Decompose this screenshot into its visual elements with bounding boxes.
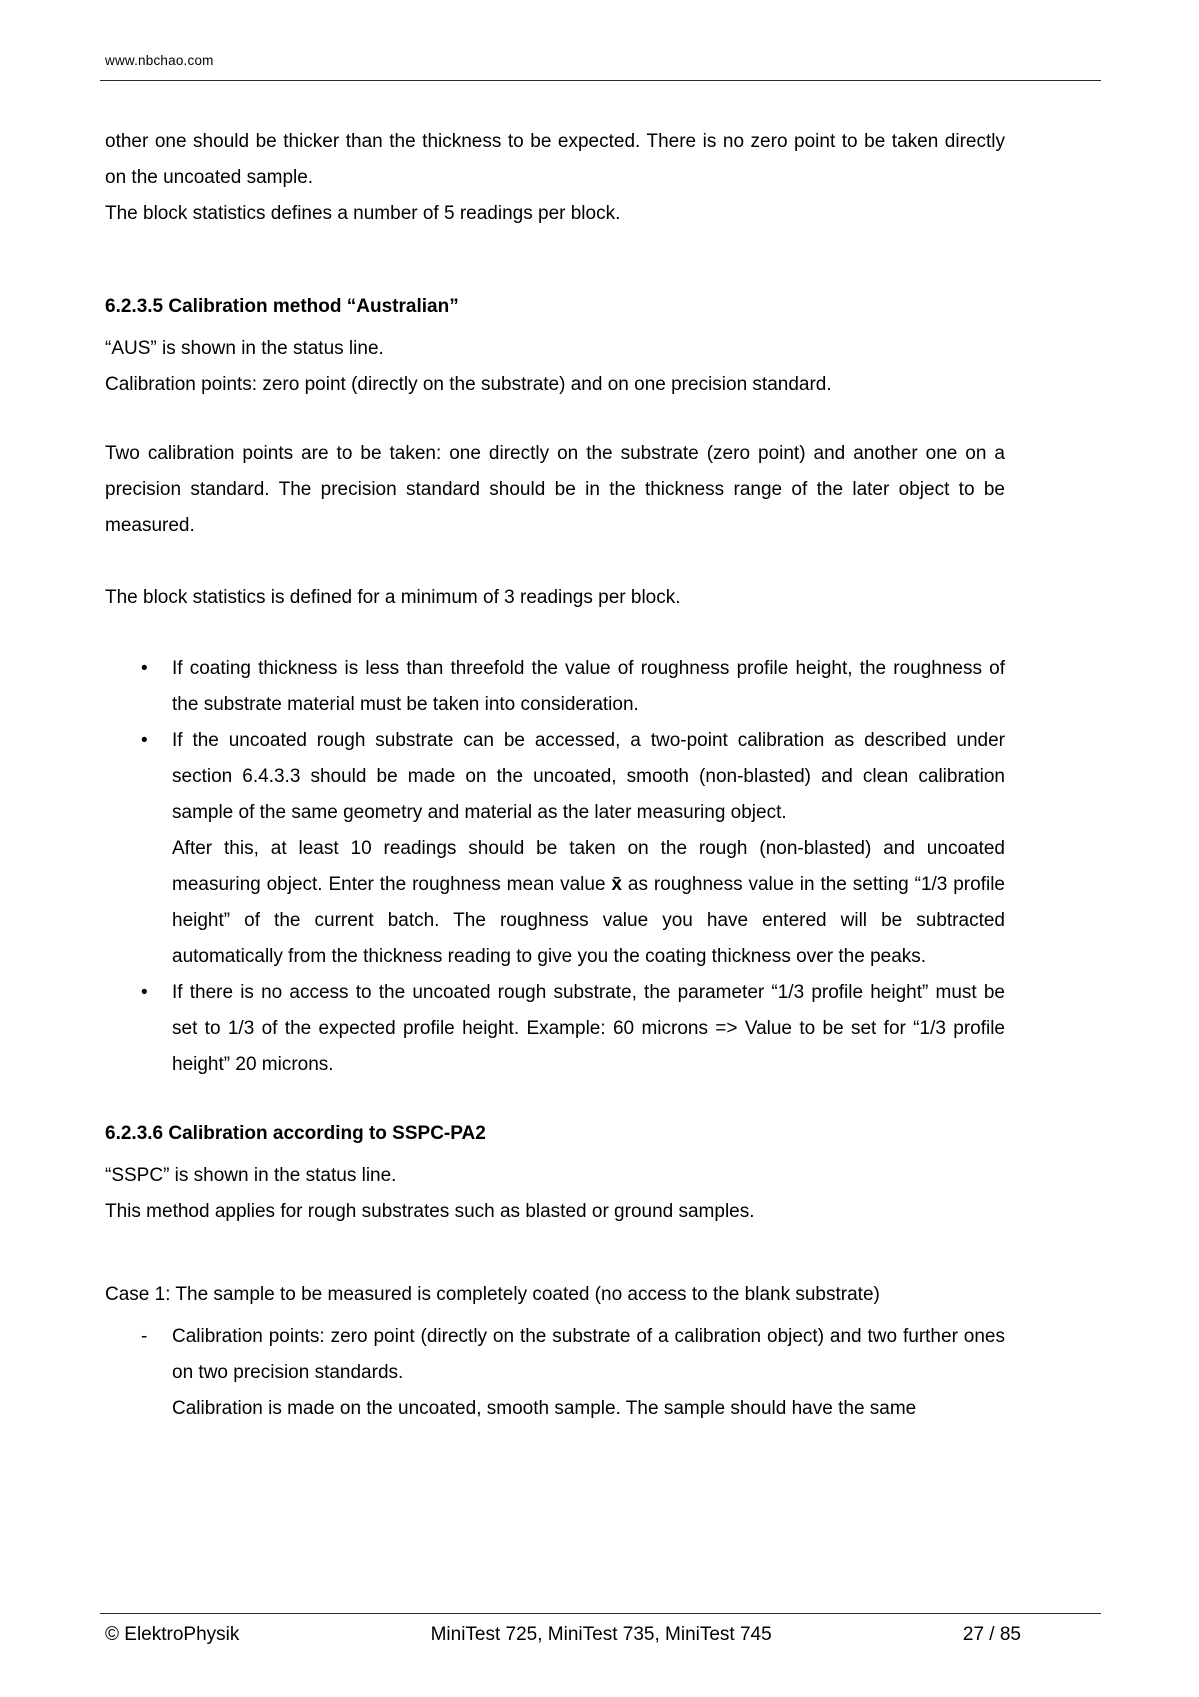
section-heading-6235: 6.2.3.5 Calibration method “Australian” (105, 296, 459, 317)
dash-list (105, 1319, 1005, 1427)
bullet-marker: • (141, 982, 148, 1003)
paragraph-case1-intro: Case 1: The sample to be measured is completely coated (no access to the blank substrate) (105, 1284, 880, 1305)
mean-value-symbol: x̄ (611, 874, 622, 895)
bullet-list (105, 651, 1005, 1083)
bullet-2-text-post: as roughness value in the setting “1/3 profile height” of the current batch. The roughness value you have entered will be subtracted automatically from the thickness reading to give you the coating thickness over the peaks. (172, 874, 1005, 967)
page-content (105, 124, 1005, 1427)
bullet-item-3 (105, 975, 1005, 1083)
paragraph-calibration-points: Calibration points: zero point (directly on the substrate) and on one precision standard. (105, 374, 832, 395)
paragraph-aus-statusline: “AUS” is shown in the status line. (105, 338, 384, 359)
bullet-3-text: If there is no access to the uncoated rough substrate, the parameter “1/3 profile height” must be set to 1/3 of the expected profile height. Example: 60 microns => Value to be set for “1/3 profile height” 20 microns. (172, 982, 1005, 1075)
bullet-item-1 (105, 651, 1005, 723)
header-url: www.nbchao.com (105, 53, 214, 68)
section-heading-6236: 6.2.3.6 Calibration according to SSPC-PA2 (105, 1123, 486, 1144)
dash-item-1-continuation: Calibration is made on the uncoated, smooth sample. The sample should have the same (172, 1398, 917, 1419)
bullet-item-2 (105, 723, 1005, 975)
bullet-item-3-body (172, 975, 1005, 1083)
page-header (100, 52, 1101, 81)
bullet-item-1-body (172, 651, 1005, 723)
bullet-1-text: If coating thickness is less than threefold the value of roughness profile height, the roughness of the substrate material must be taken into consideration. (172, 658, 1005, 715)
footer-page-number: 27 / 85 (962, 1624, 1021, 1645)
page-footer (100, 1613, 1101, 1646)
bullet-marker: • (141, 658, 148, 679)
paragraph-block-statistics: The block statistics is defined for a minimum of 3 readings per block. (105, 587, 681, 608)
paragraph-intro-1: other one should be thicker than the thickness to be expected. There is no zero point to be taken directly on the uncoated sample. (105, 131, 1005, 188)
footer-row (105, 1624, 1021, 1646)
paragraph-sspc-statusline: “SSPC” is shown in the status line. (105, 1165, 397, 1186)
bullet-marker: • (141, 730, 148, 751)
paragraph-intro-2: The block statistics defines a number of 5 readings per block. (105, 203, 621, 224)
bullet-2-text-pre: After this, at least 10 readings should be taken on the rough (non-blasted) and uncoated measuring object. Enter the roughness mean value (172, 838, 1005, 895)
bullet-2-text-part1: If the uncoated rough substrate can be accessed, a two-point calibration as described under section 6.4.3.3 should be made on the uncoated, smooth (non-blasted) and clean calibration sample of the same geometry and material as the later measuring object. (172, 730, 1005, 823)
footer-models: MiniTest 725, MiniTest 735, MiniTest 745 (430, 1624, 772, 1645)
footer-copyright: © ElektroPhysik (105, 1624, 240, 1645)
bullet-2-text-part2 (172, 831, 1005, 975)
paragraph-two-calibration-points: Two calibration points are to be taken: one directly on the substrate (zero point) and another one on a precision standard. The precision standard should be in the thickness range of the later object to be measured. (105, 443, 1005, 536)
dash-item-1-text: Calibration points: zero point (directly on the substrate of a calibration object) and two further ones on two precision standards. (172, 1326, 1005, 1383)
dash-marker: - (141, 1326, 148, 1347)
dash-item-1-body (172, 1319, 1005, 1427)
dash-item-1 (105, 1319, 1005, 1427)
bullet-item-2-body (172, 723, 1005, 975)
paragraph-method-applies: This method applies for rough substrates such as blasted or ground samples. (105, 1201, 755, 1222)
